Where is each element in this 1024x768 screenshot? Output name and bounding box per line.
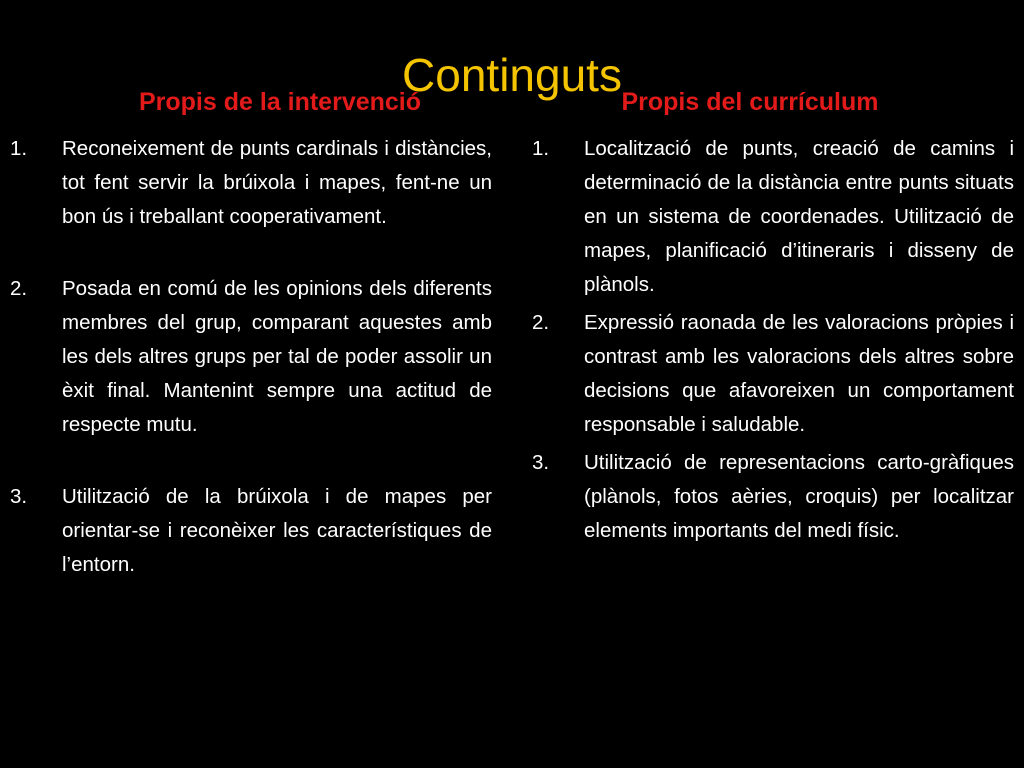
- list-item-number: 1.: [532, 137, 550, 160]
- slide-title: Continguts: [402, 48, 622, 101]
- list-item: [532, 132, 1014, 302]
- list-item-text: Utilització de la brúixola i de mapes per orientar-se i reconèixer les característiques de l’entorn.: [62, 485, 492, 576]
- list-item-text: Localització de punts, creació de camins i determinació de la distància entre punts situats en un sistema de coordenades. Utilització de mapes, planificació d’itineraris i disseny de plànols.: [584, 137, 1014, 296]
- list-item-number: 2.: [10, 277, 28, 300]
- list-item-number: 3.: [532, 451, 550, 474]
- left-column-list: [10, 132, 492, 620]
- list-item: [10, 480, 492, 582]
- left-column-heading: Propis de la intervenció: [138, 88, 422, 116]
- list-item-text: Reconeixement de punts cardinals i distàncies, tot fent servir la brúixola i mapes, fent-ne un bon ús i treballant cooperativament.: [62, 137, 492, 228]
- right-column-heading: Propis del currículum: [621, 88, 879, 116]
- list-item-text: Posada en comú de les opinions dels diferents membres del grup, comparant aquestes amb les dels altres grups per tal de poder assolir un èxit final. Mantenint sempre una actitud de respecte mutu.: [62, 277, 492, 436]
- list-item: [10, 132, 492, 234]
- list-item-number: 2.: [532, 311, 550, 334]
- list-item-number: 1.: [10, 137, 28, 160]
- list-item-text: Utilització de representacions carto-gràfiques (plànols, fotos aèries, croquis) per localitzar elements importants del medi físic.: [584, 451, 1014, 542]
- list-item: [10, 272, 492, 442]
- list-item-text: Expressió raonada de les valoracions pròpies i contrast amb les valoracions dels altres sobre decisions que afavoreixen un comportament responsable i saludable.: [584, 311, 1014, 436]
- list-item: [532, 446, 1014, 548]
- right-column-list: [532, 132, 1014, 552]
- list-item: [532, 306, 1014, 442]
- list-item-number: 3.: [10, 485, 28, 508]
